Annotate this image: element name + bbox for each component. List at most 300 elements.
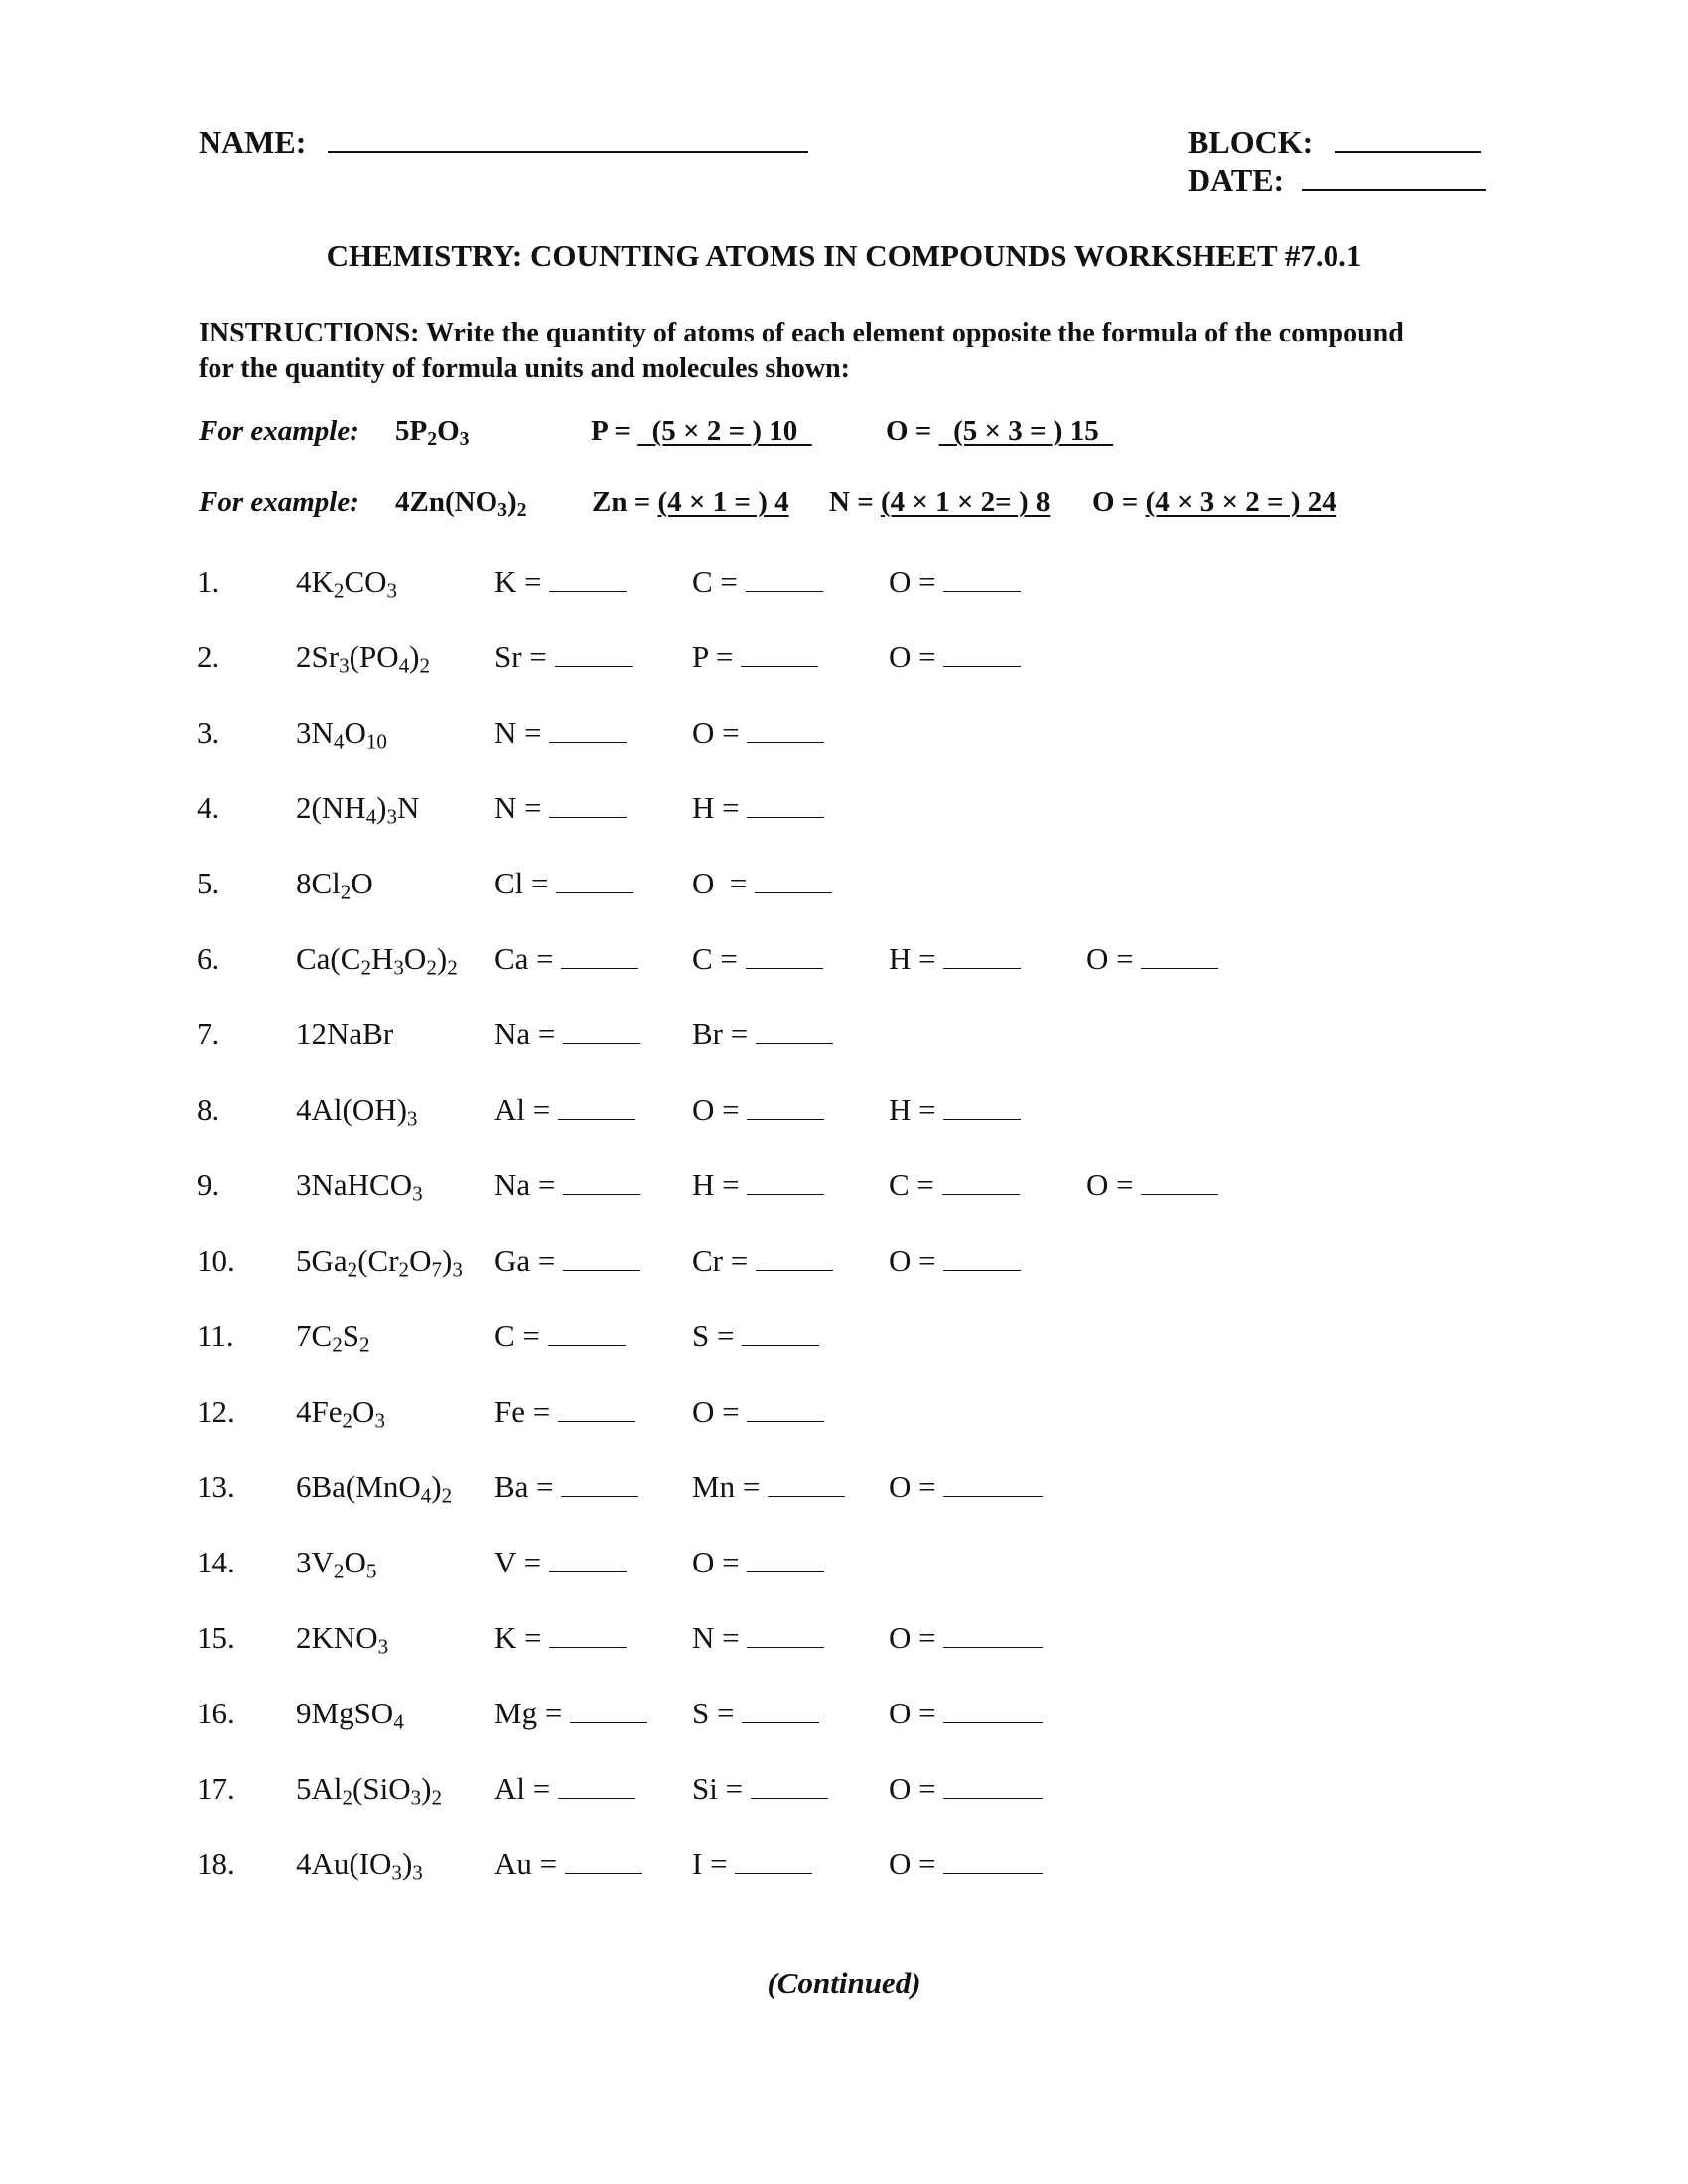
- example-formula: [395, 486, 527, 519]
- formula-subscript: 2: [360, 955, 371, 980]
- formula-subscript: 2: [426, 955, 437, 980]
- formula-text: 12NaBr: [296, 1017, 394, 1051]
- example-label: For example:: [199, 486, 359, 518]
- problem-number: 11.: [197, 1318, 234, 1353]
- element-answer: [692, 639, 818, 675]
- element-label: Ba =: [494, 1469, 562, 1504]
- formula-text: O: [352, 1394, 375, 1429]
- element-label: N =: [494, 790, 550, 825]
- answer-blank[interactable]: [943, 1697, 1043, 1723]
- formula-text: 5Al: [296, 1771, 343, 1806]
- element-answer: [889, 639, 1021, 675]
- answer-blank[interactable]: [741, 640, 818, 667]
- element-label: O =: [692, 715, 748, 750]
- element-answer: [494, 866, 633, 901]
- formula-text: (SiO: [352, 1771, 411, 1806]
- element-answer: [889, 1167, 1020, 1203]
- problem-row: [0, 1243, 1688, 1283]
- answer-blank[interactable]: [747, 1621, 824, 1648]
- answer-blank[interactable]: [563, 1244, 640, 1271]
- answer-blank[interactable]: [746, 942, 823, 969]
- problem-row: [0, 941, 1688, 981]
- element-label: Br =: [692, 1017, 756, 1051]
- element-answer: [692, 564, 823, 600]
- problem-row: [0, 564, 1688, 604]
- problem-number: 2.: [197, 639, 220, 674]
- problem-formula: [296, 866, 373, 904]
- problem-formula: [296, 1846, 423, 1885]
- element-answer: [692, 941, 823, 977]
- element-answer: [494, 1394, 635, 1430]
- problem-number: 13.: [197, 1469, 235, 1504]
- problem-row: [0, 715, 1688, 754]
- element-label: Ca =: [494, 941, 562, 976]
- element-label: K =: [494, 1620, 550, 1655]
- problem-row: [0, 1092, 1688, 1132]
- element-answer: [692, 866, 832, 901]
- element-answer: [692, 715, 824, 751]
- element-answer: [494, 1243, 640, 1279]
- element-answer: [889, 941, 1021, 977]
- answer-blank[interactable]: [1141, 942, 1218, 969]
- element-answer: [889, 1846, 1043, 1882]
- answer-blank[interactable]: [751, 1772, 828, 1799]
- block-label: BLOCK:: [1188, 124, 1314, 160]
- answer-blank[interactable]: [742, 1319, 819, 1346]
- answer-blank[interactable]: [1141, 1168, 1218, 1195]
- element-answer: [494, 639, 633, 675]
- answer-blank[interactable]: [565, 1847, 642, 1874]
- element-answer: [889, 1620, 1043, 1656]
- formula-text: O: [344, 715, 366, 750]
- element-label: O =: [692, 866, 756, 900]
- problem-number: 3.: [197, 715, 220, 750]
- example-element: N =: [829, 486, 881, 518]
- example-answer: [592, 486, 789, 519]
- element-answer: [889, 1469, 1043, 1505]
- element-label: O =: [1086, 1167, 1142, 1202]
- formula-text: 4Zn(NO: [395, 486, 498, 518]
- formula-subscript: 3: [459, 427, 470, 450]
- instructions: INSTRUCTIONS: Write the quantity of atoms of each element opposite the formula of the compound for the quantity of formula units and molecules shown:: [199, 318, 1404, 384]
- problem-row: [0, 1167, 1688, 1207]
- answer-blank[interactable]: [563, 1018, 640, 1044]
- formula-text: S: [342, 1318, 359, 1353]
- formula-text: ): [401, 1846, 413, 1881]
- element-label: H =: [692, 790, 748, 825]
- answer-blank[interactable]: [747, 1395, 824, 1422]
- problem-row: [0, 1771, 1688, 1811]
- element-label: O =: [889, 1243, 944, 1278]
- formula-text: ): [409, 639, 420, 674]
- element-label: Au =: [494, 1846, 565, 1881]
- formula-subscript: 2: [419, 653, 430, 678]
- example-formula: [395, 415, 470, 448]
- formula-text: 4Fe: [296, 1394, 343, 1429]
- formula-text: 4Au(IO: [296, 1846, 392, 1881]
- element-label: Na =: [494, 1017, 564, 1051]
- element-answer: [889, 1243, 1021, 1279]
- element-label: Al =: [494, 1771, 558, 1806]
- problem-formula: [296, 1243, 463, 1282]
- formula-text: 2KNO: [296, 1620, 378, 1655]
- answer-blank[interactable]: [755, 867, 832, 893]
- formula-subscript: 3: [410, 1785, 422, 1810]
- element-answer: [692, 1394, 824, 1430]
- formula-text: O: [344, 1545, 366, 1579]
- answer-blank[interactable]: [747, 1093, 824, 1120]
- answer-blank[interactable]: [561, 942, 638, 969]
- formula-text: 3NaHCO: [296, 1167, 413, 1202]
- element-label: H =: [889, 1092, 944, 1127]
- element-label: Al =: [494, 1092, 558, 1127]
- formula-text: 2(NH: [296, 790, 366, 825]
- example-answer: [591, 415, 812, 448]
- element-label: O =: [889, 639, 944, 674]
- answer-blank[interactable]: [558, 1772, 635, 1799]
- answer-blank[interactable]: [747, 716, 824, 743]
- element-answer: [692, 1167, 824, 1203]
- problem-formula: [296, 1394, 385, 1433]
- formula-subscript: 3: [386, 578, 398, 603]
- element-answer: [692, 1017, 833, 1052]
- formula-text: ): [376, 790, 387, 825]
- element-answer: [494, 1092, 635, 1128]
- problem-number: 10.: [197, 1243, 235, 1278]
- element-answer: [692, 1243, 833, 1279]
- answer-blank[interactable]: [746, 565, 823, 592]
- problem-formula: [296, 1092, 418, 1131]
- name-blank[interactable]: [328, 123, 808, 153]
- problem-number: 16.: [197, 1696, 235, 1730]
- formula-subscript: 2: [332, 1332, 343, 1357]
- answer-blank[interactable]: [943, 1621, 1043, 1648]
- answer-blank[interactable]: [549, 1546, 627, 1572]
- problem-number: 14.: [197, 1545, 235, 1579]
- problem-row: [0, 1620, 1688, 1660]
- answer-blank[interactable]: [558, 1395, 635, 1422]
- problem-formula: [296, 715, 387, 751]
- problem-row: [0, 1017, 1688, 1056]
- problem-formula: [296, 1017, 393, 1052]
- formula-subscript: 3: [393, 955, 404, 980]
- formula-subscript: 2: [340, 880, 352, 904]
- element-answer: [494, 1771, 635, 1807]
- problem-number: 12.: [197, 1394, 235, 1429]
- date-field: [1188, 161, 1486, 199]
- element-answer: [692, 1545, 824, 1580]
- element-answer: [494, 790, 627, 826]
- element-label: N =: [494, 715, 550, 750]
- element-answer: [1086, 941, 1218, 977]
- formula-subscript: 3: [374, 1408, 385, 1433]
- problem-formula: [296, 1771, 443, 1810]
- element-answer: [494, 1620, 627, 1656]
- element-label: O =: [692, 1545, 748, 1579]
- element-label: Cr =: [692, 1243, 756, 1278]
- problem-number: 8.: [197, 1092, 220, 1127]
- problem-row: [0, 1469, 1688, 1509]
- formula-subscript: 7: [431, 1257, 443, 1282]
- problem-formula: [296, 1318, 370, 1357]
- element-answer: [692, 790, 824, 826]
- formula-subscript: 2: [447, 955, 458, 980]
- answer-blank[interactable]: [558, 1093, 635, 1120]
- example-value: (5 × 3 = ) 15: [938, 415, 1114, 447]
- example-value: (4 × 3 × 2 = ) 24: [1145, 486, 1336, 518]
- formula-text: ): [507, 486, 517, 518]
- element-label: H =: [692, 1167, 748, 1202]
- problem-number: 15.: [197, 1620, 235, 1655]
- problem-number: 6.: [197, 941, 220, 976]
- problem-number: 5.: [197, 866, 220, 900]
- answer-blank[interactable]: [747, 1168, 824, 1195]
- formula-text: N: [397, 790, 420, 825]
- element-answer: [494, 1167, 640, 1203]
- formula-text: 4K: [296, 564, 334, 599]
- answer-blank[interactable]: [943, 640, 1021, 667]
- element-label: O =: [889, 1469, 944, 1504]
- answer-blank[interactable]: [549, 565, 627, 592]
- answer-blank[interactable]: [563, 1168, 640, 1195]
- problem-row: [0, 1696, 1688, 1735]
- example-element: Zn =: [592, 486, 658, 518]
- answer-blank[interactable]: [747, 791, 824, 818]
- formula-subscript: 3: [377, 1634, 389, 1659]
- element-label: S =: [692, 1318, 743, 1353]
- problem-row: [0, 1545, 1688, 1584]
- date-label: DATE:: [1188, 162, 1285, 198]
- element-label: O =: [889, 1620, 944, 1655]
- formula-text: O: [437, 415, 460, 447]
- element-answer: [692, 1696, 819, 1731]
- answer-blank[interactable]: [943, 1470, 1043, 1497]
- problem-row: [0, 639, 1688, 679]
- element-answer: [494, 1696, 647, 1731]
- element-answer: [494, 564, 627, 600]
- element-label: V =: [494, 1545, 549, 1579]
- element-answer: [494, 715, 627, 751]
- element-answer: [692, 1620, 824, 1656]
- formula-subscript: 2: [358, 1332, 370, 1357]
- answer-blank[interactable]: [561, 1470, 638, 1497]
- answer-blank[interactable]: [549, 791, 627, 818]
- formula-text: ): [431, 1469, 442, 1504]
- formula-subscript: 2: [333, 1559, 345, 1583]
- date-blank[interactable]: [1302, 161, 1486, 191]
- problem-row: [0, 790, 1688, 830]
- formula-subscript: 2: [431, 1785, 443, 1810]
- problem-number: 1.: [197, 564, 220, 599]
- name-label: NAME:: [199, 124, 307, 160]
- element-answer: [692, 1846, 812, 1882]
- answer-blank[interactable]: [747, 1546, 824, 1572]
- problem-formula: [296, 1545, 377, 1583]
- formula-subscript: 3: [406, 1106, 418, 1131]
- answer-blank[interactable]: [742, 1697, 819, 1723]
- formula-text: 5P: [395, 415, 428, 447]
- problem-row: [0, 1846, 1688, 1886]
- example-element: O =: [1092, 486, 1146, 518]
- formula-subscript: 10: [365, 729, 387, 753]
- answer-blank[interactable]: [756, 1018, 833, 1044]
- example-element: P =: [591, 415, 638, 447]
- problem-row: [0, 866, 1688, 905]
- block-field: [1188, 123, 1481, 161]
- formula-text: 3N: [296, 715, 334, 750]
- continued-note: (Continued): [767, 1966, 921, 2000]
- problem-formula: [296, 790, 420, 829]
- formula-text: 7C: [296, 1318, 333, 1353]
- example-value: (4 × 1 = ) 4: [657, 486, 789, 518]
- element-answer: [889, 1092, 1021, 1128]
- answer-blank[interactable]: [943, 565, 1021, 592]
- element-label: Cl =: [494, 866, 557, 900]
- problem-formula: [296, 1696, 404, 1734]
- answer-blank[interactable]: [943, 1772, 1043, 1799]
- formula-subscript: 3: [386, 804, 398, 829]
- element-answer: [494, 1318, 626, 1354]
- answer-blank[interactable]: [570, 1697, 647, 1723]
- element-label: O =: [1086, 941, 1142, 976]
- problem-formula: [296, 639, 430, 678]
- formula-subscript: 3: [452, 1257, 463, 1282]
- problem-formula: [296, 1469, 453, 1508]
- answer-blank[interactable]: [556, 867, 633, 893]
- problem-formula: [296, 1620, 389, 1659]
- formula-text: 3V: [296, 1545, 334, 1579]
- answer-blank[interactable]: [555, 640, 633, 667]
- formula-subscript: 2: [398, 1257, 410, 1282]
- element-label: O =: [692, 1092, 748, 1127]
- name-field: [199, 123, 808, 161]
- block-blank[interactable]: [1335, 123, 1481, 153]
- example-answer: [1092, 486, 1336, 519]
- element-label: N =: [692, 1620, 748, 1655]
- formula-subscript: 2: [347, 1257, 358, 1282]
- formula-text: H: [370, 941, 394, 976]
- element-label: I =: [692, 1846, 736, 1881]
- formula-text: 5Ga: [296, 1243, 348, 1278]
- element-answer: [692, 1318, 819, 1354]
- element-label: O =: [889, 1846, 944, 1881]
- worksheet-title: CHEMISTRY: COUNTING ATOMS IN COMPOUNDS WORKSHEET #7.0.1: [326, 238, 1362, 273]
- formula-text: 4Al(OH): [296, 1092, 407, 1127]
- formula-subscript: 3: [497, 498, 507, 521]
- formula-text: 2Sr: [296, 639, 340, 674]
- element-answer: [692, 1092, 824, 1128]
- formula-subscript: 5: [365, 1559, 377, 1583]
- formula-subscript: 3: [412, 1181, 423, 1206]
- element-answer: [692, 1771, 828, 1807]
- example-label: For example:: [199, 415, 359, 447]
- element-answer: [1086, 1167, 1218, 1203]
- element-label: C =: [889, 1167, 942, 1202]
- formula-subscript: 4: [393, 1709, 404, 1734]
- formula-text: ): [421, 1771, 432, 1806]
- element-label: O =: [889, 564, 944, 599]
- element-label: Ga =: [494, 1243, 564, 1278]
- element-label: K =: [494, 564, 550, 599]
- element-answer: [494, 1469, 638, 1505]
- formula-subscript: 4: [365, 804, 377, 829]
- formula-subscript: 2: [342, 1408, 353, 1433]
- element-answer: [494, 1846, 642, 1882]
- element-label: C =: [692, 564, 746, 599]
- example-answer: [829, 486, 1050, 519]
- example-answer: [886, 415, 1113, 448]
- formula-subscript: 3: [391, 1860, 402, 1885]
- element-label: Mn =: [692, 1469, 769, 1504]
- problem-row: [0, 1318, 1688, 1358]
- formula-subscript: 2: [441, 1483, 453, 1508]
- answer-blank[interactable]: [943, 1847, 1043, 1874]
- answer-blank[interactable]: [548, 1319, 626, 1346]
- formula-subscript: 2: [427, 427, 438, 450]
- formula-text: ): [442, 1243, 453, 1278]
- element-answer: [692, 1469, 845, 1505]
- element-label: Sr =: [494, 639, 555, 674]
- problem-number: 9.: [197, 1167, 220, 1202]
- answer-blank[interactable]: [549, 1621, 627, 1648]
- answer-blank[interactable]: [942, 1168, 1020, 1195]
- answer-blank[interactable]: [549, 716, 627, 743]
- element-label: O =: [889, 1771, 944, 1806]
- element-label: Fe =: [494, 1394, 558, 1429]
- element-label: C =: [494, 1318, 548, 1353]
- problem-formula: [296, 941, 458, 980]
- example-value: (4 × 1 × 2= ) 8: [880, 486, 1051, 518]
- element-label: Si =: [692, 1771, 751, 1806]
- element-answer: [889, 1771, 1043, 1807]
- formula-subscript: 2: [516, 498, 527, 521]
- formula-text: O: [409, 1243, 432, 1278]
- formula-text: 8Cl: [296, 866, 341, 900]
- problem-number: 4.: [197, 790, 220, 825]
- answer-blank[interactable]: [943, 942, 1021, 969]
- answer-blank[interactable]: [735, 1847, 812, 1874]
- element-label: H =: [889, 941, 944, 976]
- formula-subscript: 2: [333, 578, 345, 603]
- formula-subscript: 3: [339, 653, 350, 678]
- element-label: P =: [692, 639, 742, 674]
- element-answer: [494, 1017, 640, 1052]
- formula-text: Ca(C: [296, 941, 361, 976]
- element-label: S =: [692, 1696, 743, 1730]
- element-answer: [494, 941, 638, 977]
- answer-blank[interactable]: [943, 1093, 1021, 1120]
- problem-number: 18.: [197, 1846, 235, 1881]
- answer-blank[interactable]: [768, 1470, 845, 1497]
- example-value: (5 × 2 = ) 10: [637, 415, 812, 447]
- element-answer: [889, 1696, 1043, 1731]
- formula-text: (Cr: [357, 1243, 399, 1278]
- formula-subscript: 3: [412, 1860, 423, 1885]
- problem-number: 17.: [197, 1771, 235, 1806]
- formula-text: O: [403, 941, 427, 976]
- example-element: O =: [886, 415, 939, 447]
- formula-subscript: 2: [342, 1785, 353, 1810]
- problem-formula: [296, 1167, 423, 1206]
- formula-text: O: [351, 866, 373, 900]
- element-label: Na =: [494, 1167, 564, 1202]
- answer-blank[interactable]: [756, 1244, 833, 1271]
- formula-subscript: 4: [398, 653, 410, 678]
- formula-subscript: 4: [333, 729, 345, 753]
- problem-number: 7.: [197, 1017, 220, 1051]
- formula-text: CO: [344, 564, 387, 599]
- answer-blank[interactable]: [943, 1244, 1021, 1271]
